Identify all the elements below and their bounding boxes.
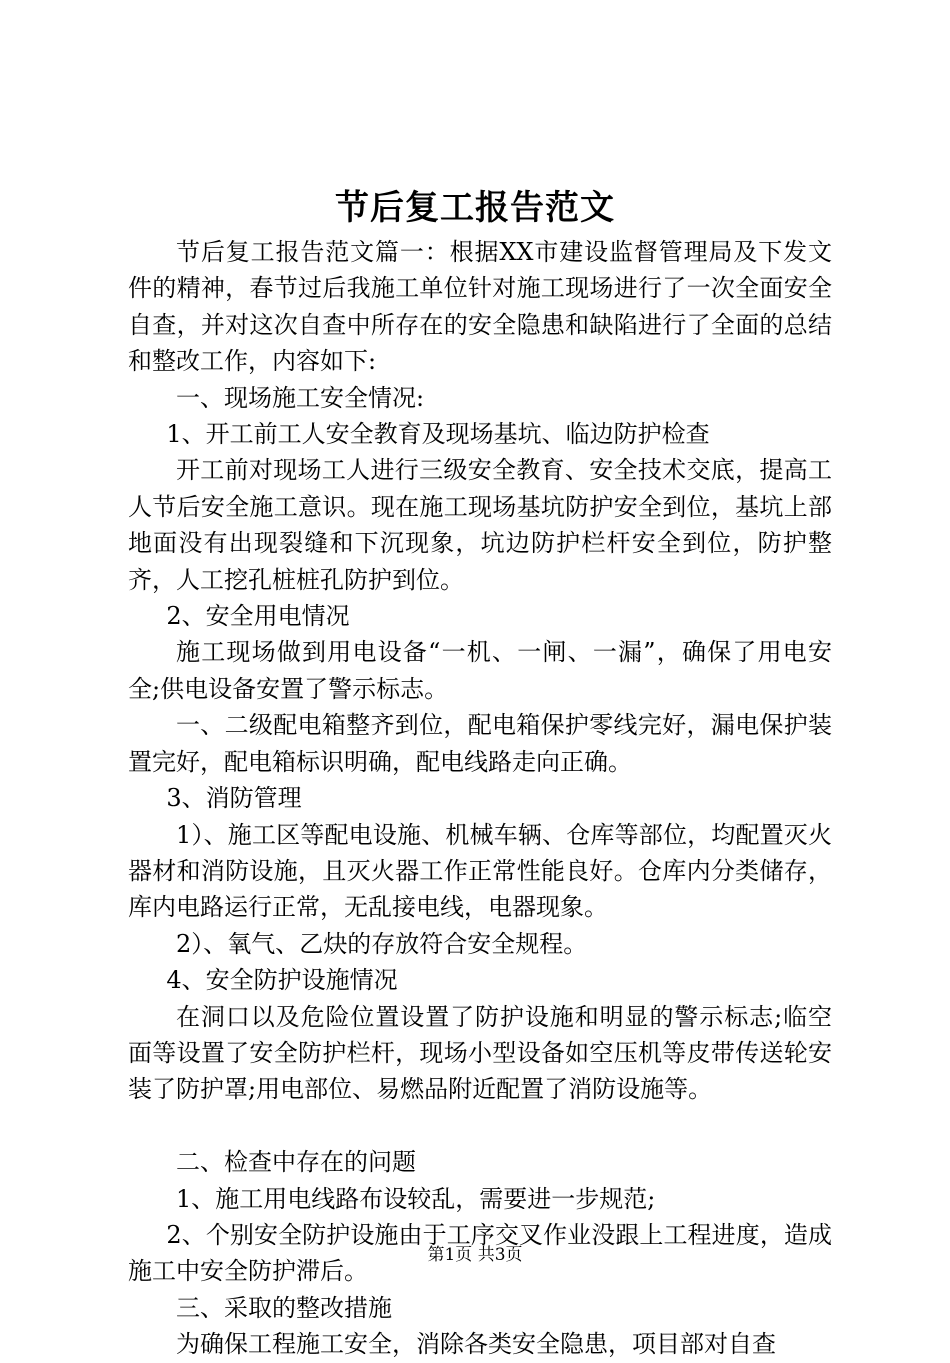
subsection-heading-1-3: 3、消防管理 (166, 784, 302, 813)
paragraph-measures: 为确保工程施工安全，消除各类安全隐患，项目部对自查 (176, 1330, 776, 1359)
page-footer: 第1页 共3页 (427, 1245, 523, 1265)
section-heading-3: 三、采取的整改措施 (176, 1293, 392, 1322)
section-heading-1: 一、现场施工安全情况: (176, 383, 425, 412)
subsection-heading-1-2: 2、安全用电情况 (166, 602, 350, 631)
blank-line (128, 1108, 832, 1144)
paragraph-protection: 在洞口以及危险位置设置了防护设施和明显的警示标志;临空面等设置了安全防护栏杆，现场小型设备如空压机等皮带传送轮安装了防护罩;用电部位、易燃品附近配置了消防设施等。 (128, 1002, 832, 1104)
subsection-heading-1-4: 4、安全防护设施情况 (166, 966, 398, 995)
paragraph-electricity: 施工现场做到用电设备“一机、一闸、一漏”，确保了用电安全;供电设备安置了警示标志。 (128, 638, 832, 703)
document-title: 节后复工报告范文 (335, 188, 615, 228)
paragraph-distribution-box: 一、二级配电箱整齐到位，配电箱保护零线完好，漏电保护装置完好，配电箱标识明确，配电线路走向正确。 (128, 711, 832, 776)
paragraph-intro: 节后复工报告范文篇一：根据XX市建设监督管理局及下发文件的精神，春节过后我施工单位针对施工现场进行了一次全面安全自查，并对这次自查中所存在的安全隐患和缺陷进行了全面的总结和整改工作，内容如下: (128, 238, 832, 376)
paragraph-problem-1: 1、施工用电线路布设较乱，需要进一步规范; (176, 1184, 656, 1213)
document-body (128, 234, 832, 1363)
paragraph-problem-2: 2、个别安全防护设施由于工序交叉作业没跟上工程进度，造成施工中安全防护滞后。 (128, 1220, 832, 1286)
paragraph-education: 开工前对现场工人进行三级安全教育、安全技术交底，提高工人节后安全施工意识。现在施工现场基坑防护安全到位，基坑上部地面没有出现裂缝和下沉现象，坑边防护栏杆安全到位，防护整齐，人工挖孔桩桩孔防护到位。 (128, 456, 832, 594)
paragraph-fire-1: 1）、施工区等配电设施、机械车辆、仓库等部位，均配置灭火器材和消防设施，且灭火器工作正常性能良好。仓库内分类储存，库内电路运行正常，无乱接电线，电器现象。 (128, 820, 832, 922)
paragraph-fire-2: 2）、氧气、乙炔的存放符合安全规程。 (176, 929, 588, 958)
section-heading-2: 二、检查中存在的问题 (176, 1148, 416, 1177)
subsection-heading-1-1: 1、开工前工人安全教育及现场基坑、临边防护检查 (166, 420, 710, 449)
